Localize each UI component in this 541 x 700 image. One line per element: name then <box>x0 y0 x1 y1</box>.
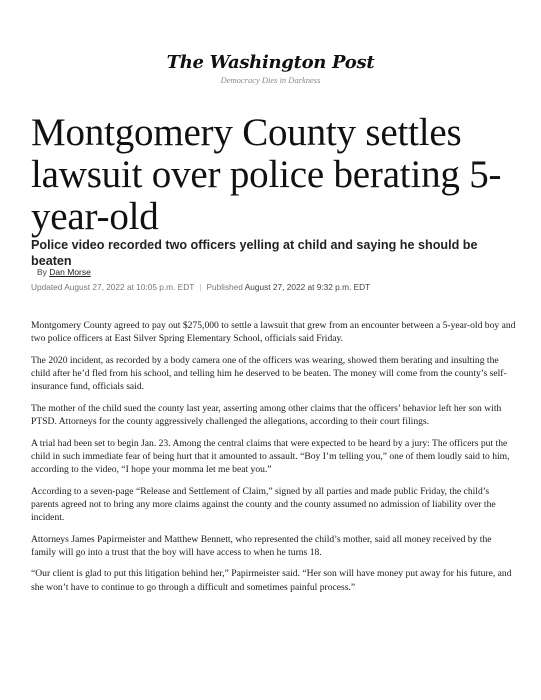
washington-post-logo[interactable]: The Washington Post <box>166 52 375 73</box>
dateline <box>31 282 370 293</box>
article-paragraph: The 2020 incident, as recorded by a body camera one of the officers was wearing, showed them berating and insulting the child after he’d fled from his school, and telling him he deserved to be beaten. The money will come from the county’s self-insurance fund, officials said. <box>31 354 507 393</box>
article-paragraph: A trial had been set to begin Jan. 23. Among the central claims that were expected to be heard by a jury: The officers put the child in such immediate fear of being hurt that it amounted to assault. “Boy I’m telling you,” one of them loudly said to him, according to the video, “I hope your momma let me beat you.” <box>31 437 510 475</box>
published-label: Published <box>206 282 243 292</box>
masthead <box>0 52 541 86</box>
dateline-separator: | <box>199 282 202 292</box>
article-paragraph: Attorneys James Papirmeister and Matthew Bennett, who represented the child’s mother, said all money received by the family will go into a trust that the boy will have access to when he turns 18. <box>31 533 492 558</box>
masthead-tagline: Democracy Dies in Darkness <box>220 75 321 85</box>
article-paragraph: The mother of the child sued the county last year, asserting among other claims that the officers’ behavior left her son with PTSD. Attorneys for the county aggressively challenged the allegations, according to their court filings. <box>31 402 502 427</box>
article-headline: Montgomery County settles lawsuit over police berating 5-year-old <box>31 111 502 238</box>
published-timestamp: August 27, 2022 at 9:32 p.m. EDT <box>244 282 371 292</box>
byline-prefix: By <box>37 267 47 277</box>
byline <box>37 267 91 278</box>
updated-timestamp: Updated August 27, 2022 at 10:05 p.m. EDT <box>31 282 195 292</box>
article-body <box>31 319 517 602</box>
article-paragraph: According to a seven-page “Release and Settlement of Claim,” signed by all parties and made public Friday, the child’s parents agreed not to bring any more claims against the county and the county assumed no admission of liability over the incident. <box>31 485 496 523</box>
article-subheadline: Police video recorded two officers yelling at child and saying he should be beaten <box>31 238 478 268</box>
article-paragraph: Montgomery County agreed to pay out $275,000 to settle a lawsuit that grew from an encounter between a 5-year-old boy and two police officers at East Silver Spring Elementary School, officials said Friday. <box>31 320 516 345</box>
article-paragraph: “Our client is glad to put this litigation behind her,” Papirmeister said. “Her son will have money put away for his future, and she won’t have to continue to go through a difficult and sometimes painful process.” <box>31 568 512 593</box>
author-link[interactable]: Dan Morse <box>49 267 91 277</box>
